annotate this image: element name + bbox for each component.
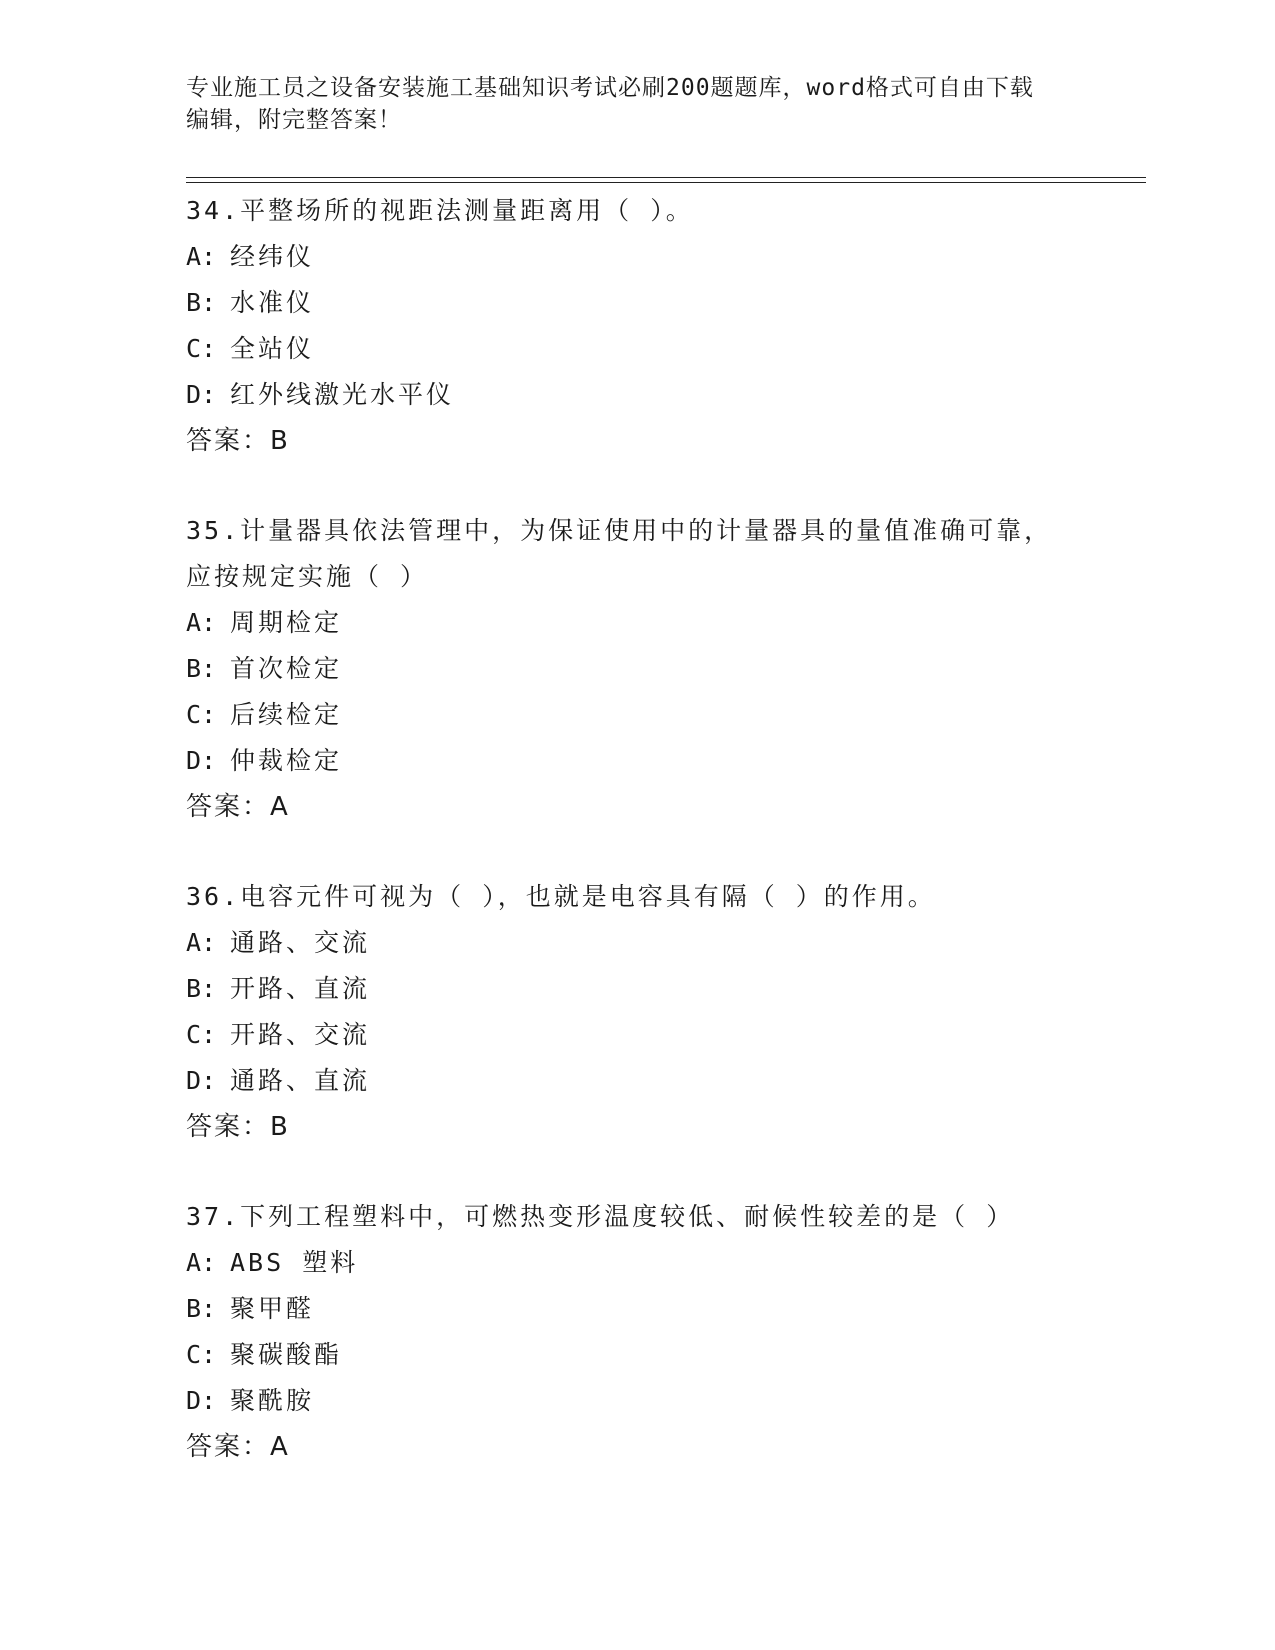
question-35	[186, 508, 1146, 830]
spacer	[186, 1150, 1146, 1194]
option-b	[186, 646, 1146, 692]
option-key: B:	[186, 288, 217, 317]
question-stem: 36.电容元件可视为（ ），也就是电容具有隔（ ）的作用。	[186, 882, 936, 911]
option-key: A:	[186, 242, 217, 271]
option-key: C:	[186, 334, 217, 363]
option-text: 红外线激光水平仪	[230, 380, 455, 409]
option-text: 通路、交流	[230, 928, 371, 957]
option-key: B:	[186, 654, 217, 683]
option-key: A:	[186, 608, 217, 637]
option-d	[186, 738, 1146, 784]
question-stem: 35.计量器具依法管理中，为保证使用中的计量器具的量值准确可靠，	[186, 516, 1053, 545]
option-key: C:	[186, 1340, 217, 1369]
option-a	[186, 600, 1146, 646]
option-text: 仲裁检定	[230, 746, 343, 775]
option-text: 周期检定	[230, 608, 343, 637]
document-header	[186, 72, 1086, 136]
question-list	[186, 188, 1146, 1470]
option-text: 聚甲醛	[230, 1294, 315, 1323]
answer: 答案：B	[186, 426, 290, 456]
option-a	[186, 920, 1146, 966]
option-b	[186, 280, 1146, 326]
option-key: C:	[186, 1020, 217, 1049]
option-text: 首次检定	[230, 654, 343, 683]
header-line-2: 编辑，附完整答案！	[186, 107, 402, 133]
option-d	[186, 1378, 1146, 1424]
option-c	[186, 1332, 1146, 1378]
option-text: 通路、直流	[230, 1066, 371, 1095]
option-key: C:	[186, 700, 217, 729]
header-divider-top	[186, 177, 1146, 178]
option-b	[186, 966, 1146, 1012]
option-key: A:	[186, 1248, 217, 1277]
question-stem: 34.平整场所的视距法测量距离用（ ）。	[186, 196, 694, 225]
spacer	[186, 464, 1146, 508]
answer: 答案：A	[186, 1432, 290, 1462]
option-a	[186, 234, 1146, 280]
option-text: 聚酰胺	[230, 1386, 315, 1415]
question-stem-continued: 应按规定实施（ ）	[186, 562, 429, 591]
option-b	[186, 1286, 1146, 1332]
question-36	[186, 874, 1146, 1150]
option-text: ABS 塑料	[230, 1248, 359, 1277]
option-key: A:	[186, 928, 217, 957]
option-key: B:	[186, 974, 217, 1003]
option-key: D:	[186, 746, 217, 775]
header-line-1: 专业施工员之设备安装施工基础知识考试必刷200题题库，word格式可自由下载	[186, 75, 1034, 101]
question-stem: 37.下列工程塑料中，可燃热变形温度较低、耐候性较差的是（ ）	[186, 1202, 1015, 1231]
option-d	[186, 1058, 1146, 1104]
option-text: 水准仪	[230, 288, 315, 317]
option-key: B:	[186, 1294, 217, 1323]
option-c	[186, 692, 1146, 738]
option-text: 后续检定	[230, 700, 343, 729]
question-34	[186, 188, 1146, 464]
question-37	[186, 1194, 1146, 1470]
option-text: 开路、直流	[230, 974, 371, 1003]
option-text: 经纬仪	[230, 242, 315, 271]
header-divider-bottom	[186, 182, 1146, 183]
answer: 答案：B	[186, 1112, 290, 1142]
option-key: D:	[186, 1386, 217, 1415]
option-text: 开路、交流	[230, 1020, 371, 1049]
option-d	[186, 372, 1146, 418]
option-a	[186, 1240, 1146, 1286]
option-c	[186, 326, 1146, 372]
option-key: D:	[186, 380, 217, 409]
spacer	[186, 830, 1146, 874]
option-text: 聚碳酸酯	[230, 1340, 343, 1369]
answer: 答案：A	[186, 792, 290, 822]
option-key: D:	[186, 1066, 217, 1095]
option-c	[186, 1012, 1146, 1058]
option-text: 全站仪	[230, 334, 315, 363]
